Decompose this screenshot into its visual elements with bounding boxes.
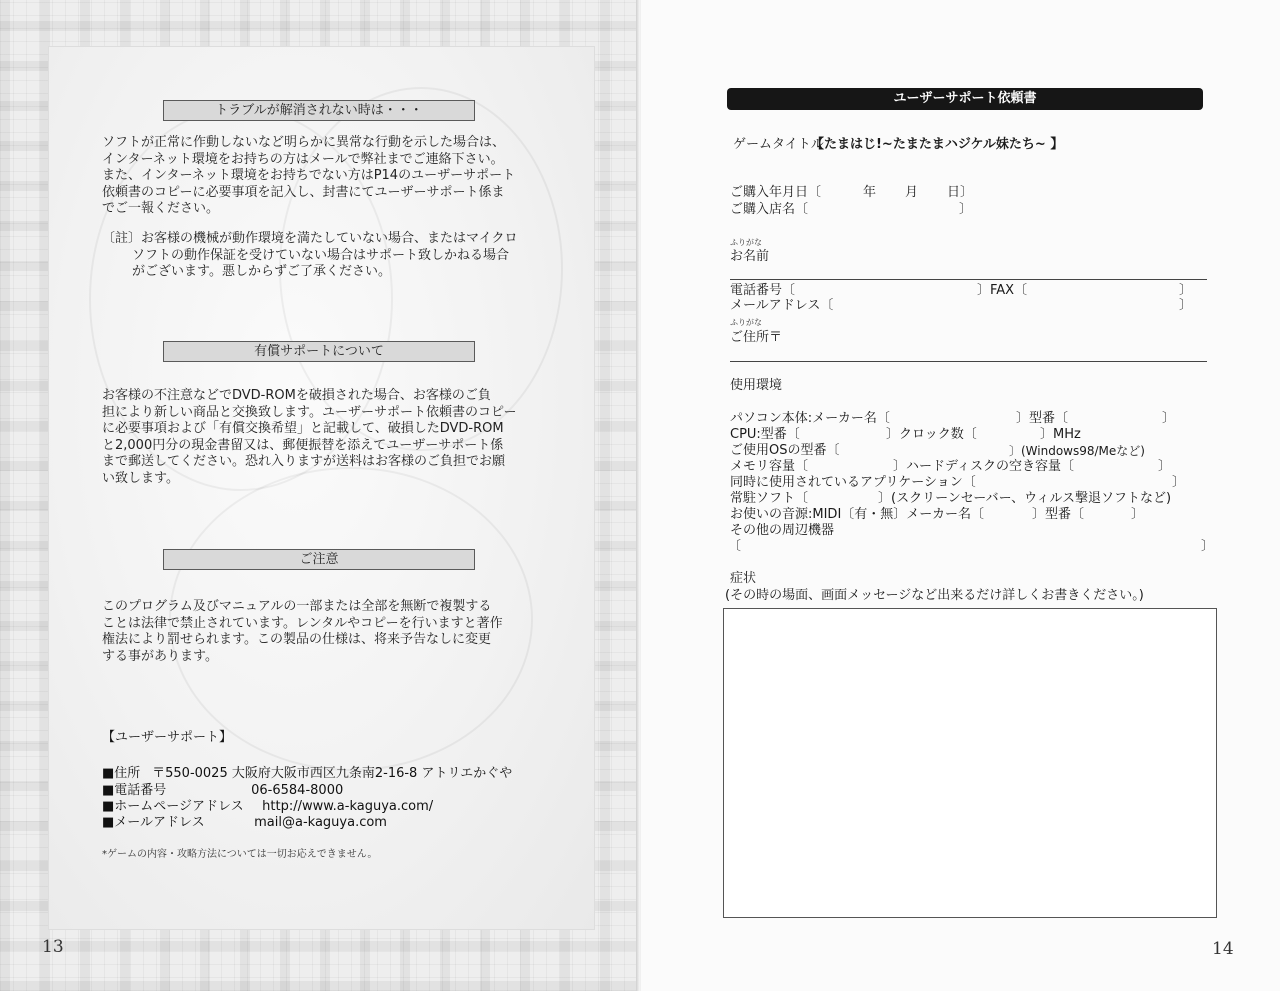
game-title-value: 【たまはじ!~たまたまハジケル妹たち~ 】	[811, 137, 1064, 152]
email-label: メールアドレス〔	[730, 298, 834, 313]
address-label: ご住所〒	[730, 330, 783, 345]
text-line: でご一報ください。	[102, 201, 220, 216]
cpu-model-label: CPU:型番〔	[730, 427, 800, 442]
apps-close: 〕	[1172, 475, 1186, 490]
trouble-heading: トラブルが解消されない時は・・・	[163, 100, 475, 121]
page-number-left: 13	[42, 937, 64, 957]
text-line: ことは法律で禁止されています。レンタルやコピーを行いますと著作	[102, 615, 503, 631]
symptom-box	[723, 608, 1217, 918]
sound-label: お使いの音源:MIDI〔有・無〕メーカー名〔	[730, 507, 985, 522]
peripherals-label: その他の周辺機器	[730, 523, 835, 538]
os-example: 〕(Windows98/Meなど)	[1009, 444, 1145, 458]
fax-label: 〕FAX〔	[977, 283, 1028, 298]
text-line: インターネット環境をお持ちの方はメールで弊社までご連絡下さい。	[102, 151, 504, 167]
paid-support-body	[102, 388, 532, 487]
text-line: お客様の不注意などでDVD-ROMを破損された場合、お客様のご負	[102, 388, 491, 403]
trouble-note	[102, 231, 532, 281]
contact-value: mail@a-kaguya.com	[254, 815, 387, 830]
memory-close: 〕	[1158, 459, 1172, 474]
pc-model-label: 〕型番〔	[1016, 411, 1069, 426]
contact-label: ■住所	[102, 766, 141, 781]
caution-heading: ご注意	[163, 549, 475, 570]
purchase-day: 日〕	[947, 185, 974, 200]
address-rule	[730, 361, 1207, 362]
resident-label: 常駐ソフト〔	[730, 491, 809, 506]
name-furigana: ふりがな	[730, 238, 762, 247]
user-support-heading: 【ユーザーサポート】	[102, 730, 233, 745]
environment-heading: 使用環境	[730, 378, 783, 393]
text-line: また、インターネット環境をお持ちでない方はP14のユーザーサポート	[102, 168, 516, 183]
disk-label: 〕ハードディスクの空き容量〔	[893, 459, 1074, 474]
text-line: このプログラム及びマニュアルの一部または全部を無断で複製する	[102, 599, 492, 614]
contact-label: ■ホームページアドレス	[102, 799, 244, 814]
purchase-store-close: 〕	[959, 202, 973, 217]
sound-close: 〕	[1131, 507, 1145, 522]
text-line: がございます。悪しからずご了承ください。	[132, 264, 391, 279]
email-close: 〕	[1179, 298, 1193, 313]
paid-support-heading: 有償サポートについて	[163, 341, 475, 362]
contact-value: 〒550-0025 大阪府大阪市西区九条南2-16-8 アトリエかぐや	[152, 766, 513, 781]
caution-body	[102, 599, 532, 665]
contact-value: http://www.a-kaguya.com/	[262, 799, 434, 814]
page-number-right: 14	[1212, 939, 1234, 959]
text-line: い致します。	[102, 470, 179, 486]
apps-label: 同時に使用されているアプリケーション〔	[730, 475, 976, 490]
contact-value: 06-6584-8000	[251, 783, 344, 798]
text-line: に必要事項および「有償交換希望」と記載して、破損したDVD-ROM	[102, 421, 504, 436]
phone-label: 電話番号〔	[730, 283, 796, 298]
contact-label: ■メールアドレス	[102, 815, 205, 830]
text-line: 担により新しい商品と交換致します。ユーザーサポート依頼書のコピー	[102, 404, 517, 420]
pc-close: 〕	[1162, 411, 1176, 426]
text-line: ソフトが正常に作動しないなど明らかに異常な行動を示した場合は、	[102, 135, 506, 150]
os-label: ご使用OSの型番〔	[730, 443, 840, 458]
memory-label: メモリ容量〔	[730, 459, 809, 474]
footnote: *ゲームの内容・攻略方法については一切お応えできません。	[102, 849, 378, 860]
resident-example: 〕(スクリーンセーバー、ウィルス撃退ソフトなど)	[878, 491, 1172, 506]
peripherals-close: 〕	[1201, 539, 1215, 554]
peripherals-open: 〔	[728, 539, 742, 554]
trouble-body	[102, 135, 532, 218]
text-line: 〔註〕お客様の機械が動作環境を満たしていない場合、またはマイクロ	[102, 231, 518, 246]
cpu-mhz-label: 〕MHz	[1040, 427, 1081, 442]
purchase-month: 月	[905, 185, 919, 200]
symptom-heading: 症状	[730, 571, 757, 586]
address-furigana: ふりがな	[730, 318, 762, 327]
text-line: と2,000円分の現金書留又は、郵便振替を添えてユーザーサポート係	[102, 437, 504, 453]
purchase-year: 年	[863, 185, 877, 200]
phone-close: 〕	[1179, 283, 1193, 298]
text-line: ソフトの動作保証を受けていない場合はサポート致しかねる場合	[132, 247, 510, 263]
contact-label: ■電話番号	[102, 783, 167, 798]
cpu-clock-label: 〕クロック数〔	[886, 427, 977, 442]
text-line: 依頼書のコピーに必要事項を記入し、封書にてユーザーサポート係ま	[102, 184, 505, 200]
purchase-store-label: ご購入店名〔	[730, 202, 809, 217]
name-label: お名前	[730, 249, 770, 264]
page-13	[0, 0, 638, 991]
text-line: する事があります。	[102, 648, 218, 664]
purchase-date-label: ご購入年月日〔	[730, 185, 822, 200]
game-title-label: ゲームタイトル	[733, 137, 824, 152]
text-line: まで郵送してください。恐れ入りますが送料はお客様のご負担でお願	[102, 454, 506, 469]
contact-email	[102, 811, 387, 830]
symptom-instruction: (その時の場面、画面メッセージなど出来るだけ詳しくお書きください。)	[725, 588, 1144, 603]
text-line: 権法により罰せられます。この製品の仕様は、将来予告なしに変更	[102, 632, 491, 647]
name-rule	[730, 279, 1207, 280]
support-form-title: ユーザーサポート依頼書	[727, 88, 1203, 110]
sound-model-label: 〕型番〔	[1032, 507, 1085, 522]
pc-maker-label: パソコン本体:メーカー名〔	[730, 411, 890, 426]
page-14	[641, 0, 1280, 991]
